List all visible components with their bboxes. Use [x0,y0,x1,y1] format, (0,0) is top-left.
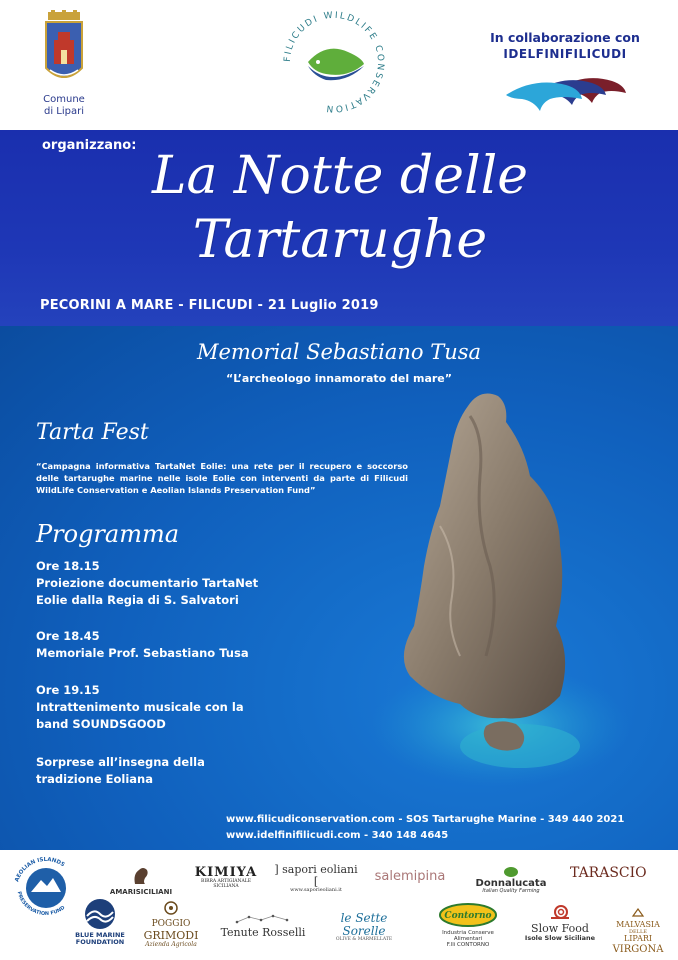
collab-title: In collaborazione con [490,30,640,45]
crest-icon [631,908,645,918]
rosselli-text: Tenute Rosselli [220,926,306,940]
head-icon [131,864,151,886]
collaboration-block [470,30,660,113]
comune-label [28,94,100,118]
constellation-icon [233,914,293,924]
contorno-badge-text: Contorno [444,911,492,921]
program-closing-line-2: tradizione Eoliana [36,772,153,786]
turtle-fish-icon [308,49,364,81]
main-title-line-2: Tartarughe [192,210,488,270]
program-time: Ore 18.45 [36,629,100,643]
poggio-grimodi-logo [138,900,204,948]
kimiya-text: KIMIYA [194,865,258,880]
contorno-line-1: Industria Conserve Alimentari [442,930,494,943]
program-desc-line-2: band SOUNDSGOOD [36,717,166,731]
program-desc-line-2: Eolie dalla Regia di S. Salvatori [36,593,239,607]
programma-heading: Programma [36,520,180,548]
memorial-subtitle: “L’archeologo innamorato del mare” [226,372,452,385]
amarisiciliani-text: AMARISICILIANI [109,887,173,896]
lipari-coat-of-arms-icon [42,10,86,90]
program-desc-line-1: Proiezione documentario TartaNet [36,576,259,590]
memorial-title: Memorial Sebastiano Tusa [196,340,482,364]
donnalucata-logo [466,866,556,895]
program-time: Ore 19.15 [36,683,100,697]
aeolian-top-text: AEOLIAN ISLANDS [14,856,66,883]
snail-icon [549,904,571,920]
blue-marine-line-2: FOUNDATION [75,938,125,947]
malvasia-line-4: VIRGONA [612,943,664,955]
poggio-line-1: POGGIO [151,918,191,929]
comune-line-1: Comune [43,94,85,105]
event-location-date: PECORINI A MARE - FILICUDI - 21 Luglio 2019 [40,298,379,313]
sponsors-footer [0,850,678,960]
slow-food-text: Slow Food [531,922,589,936]
kimiya-logo [190,866,262,890]
title-band [0,130,678,326]
campaign-text: “Campagna informativa TartaNet Eolie: una rete per il recupero e soccorso delle tartarughe marine nelle isole Eolie con interventi da parte di Filicudi WildLife Conservation e Aeolian Islands Preservation Fund” [36,461,408,495]
slow-food-logo [520,904,600,942]
contorno-badge-icon [438,902,498,928]
sapori-eoliani-logo [272,864,360,894]
sette-sorelle-subtext: OLIVE & MARMELLATE [335,937,393,943]
leaf-icon [503,866,519,878]
contact-line-1: www.filicudiconservation.com - SOS Tartarughe Marine - 349 440 2021 [226,814,625,825]
program-closing-line-1: Sorprese all’insegna della [36,755,205,769]
sette-sorelle-logo [318,912,410,943]
vine-icon [163,900,179,916]
malvasia-lipari-logo [608,908,668,955]
program-item [36,558,306,609]
dolphins-icon [500,67,630,113]
program-desc-line-1: Memoriale Prof. Sebastiano Tusa [36,646,249,660]
organizzano-label: organizzano: [42,138,137,153]
slow-food-subtext: Isole Slow Siciliane [524,934,596,943]
blue-marine-line-1: BLUE MARINE [75,931,125,940]
collab-name: IDELFINIFILICUDI [503,47,627,61]
tenute-rosselli-logo [220,914,306,939]
program-closing [36,754,306,788]
main-title-line-1: La Notte delle [151,146,529,206]
contorno-logo [430,902,506,948]
comune-logo [28,10,100,118]
malvasia-line-1: MALVASIA [616,919,660,929]
comune-line-2: di Lipari [43,106,85,117]
poggio-line-2: GRIMODI [143,928,199,942]
malvasia-line-3: LIPARI [623,934,653,944]
program-item [36,628,306,662]
blue-marine-foundation-logo [70,898,130,946]
sapori-text: ] sapori eoliani [ [274,863,358,889]
donnalucata-text: Donnalucata [475,878,547,889]
salemipina-logo: salemipina [374,869,446,884]
kimiya-subtext: BIRRA ARTIGIANALE SICILIANA [201,879,251,890]
poggio-subtext: Azienda Agricola [145,940,197,948]
aeolian-bottom-text: PRESERVATION FUND [15,890,67,916]
program-item [36,682,306,733]
wave-icon [82,898,118,930]
sea-section [0,326,678,850]
tarascio-logo: TARASCIO [570,865,647,881]
donnalucata-subtext: Italian Quality Farming [482,888,540,894]
filicudi-wildlife-conservation-logo [278,6,390,118]
program-desc-line-1: Intrattenimento musicale con la [36,700,244,714]
malvasia-line-2: DELLE [629,928,647,935]
amarisiciliani-logo [106,864,176,896]
contact-line-2: www.idelfinifilicudi.com - 340 148 4645 [226,830,449,841]
sapori-url: www.saporieoliani.it [290,887,342,894]
program-time: Ore 18.15 [36,559,100,573]
sette-sorelle-text: le Sette Sorelle [340,911,388,939]
fwc-ring-text: FILICUDI WILDLIFE CONSERVATION [282,10,386,114]
header [0,0,678,130]
tarta-fest-heading: Tarta Fest [36,420,149,445]
contorno-line-2: F.lli CONTORNO [446,942,490,949]
